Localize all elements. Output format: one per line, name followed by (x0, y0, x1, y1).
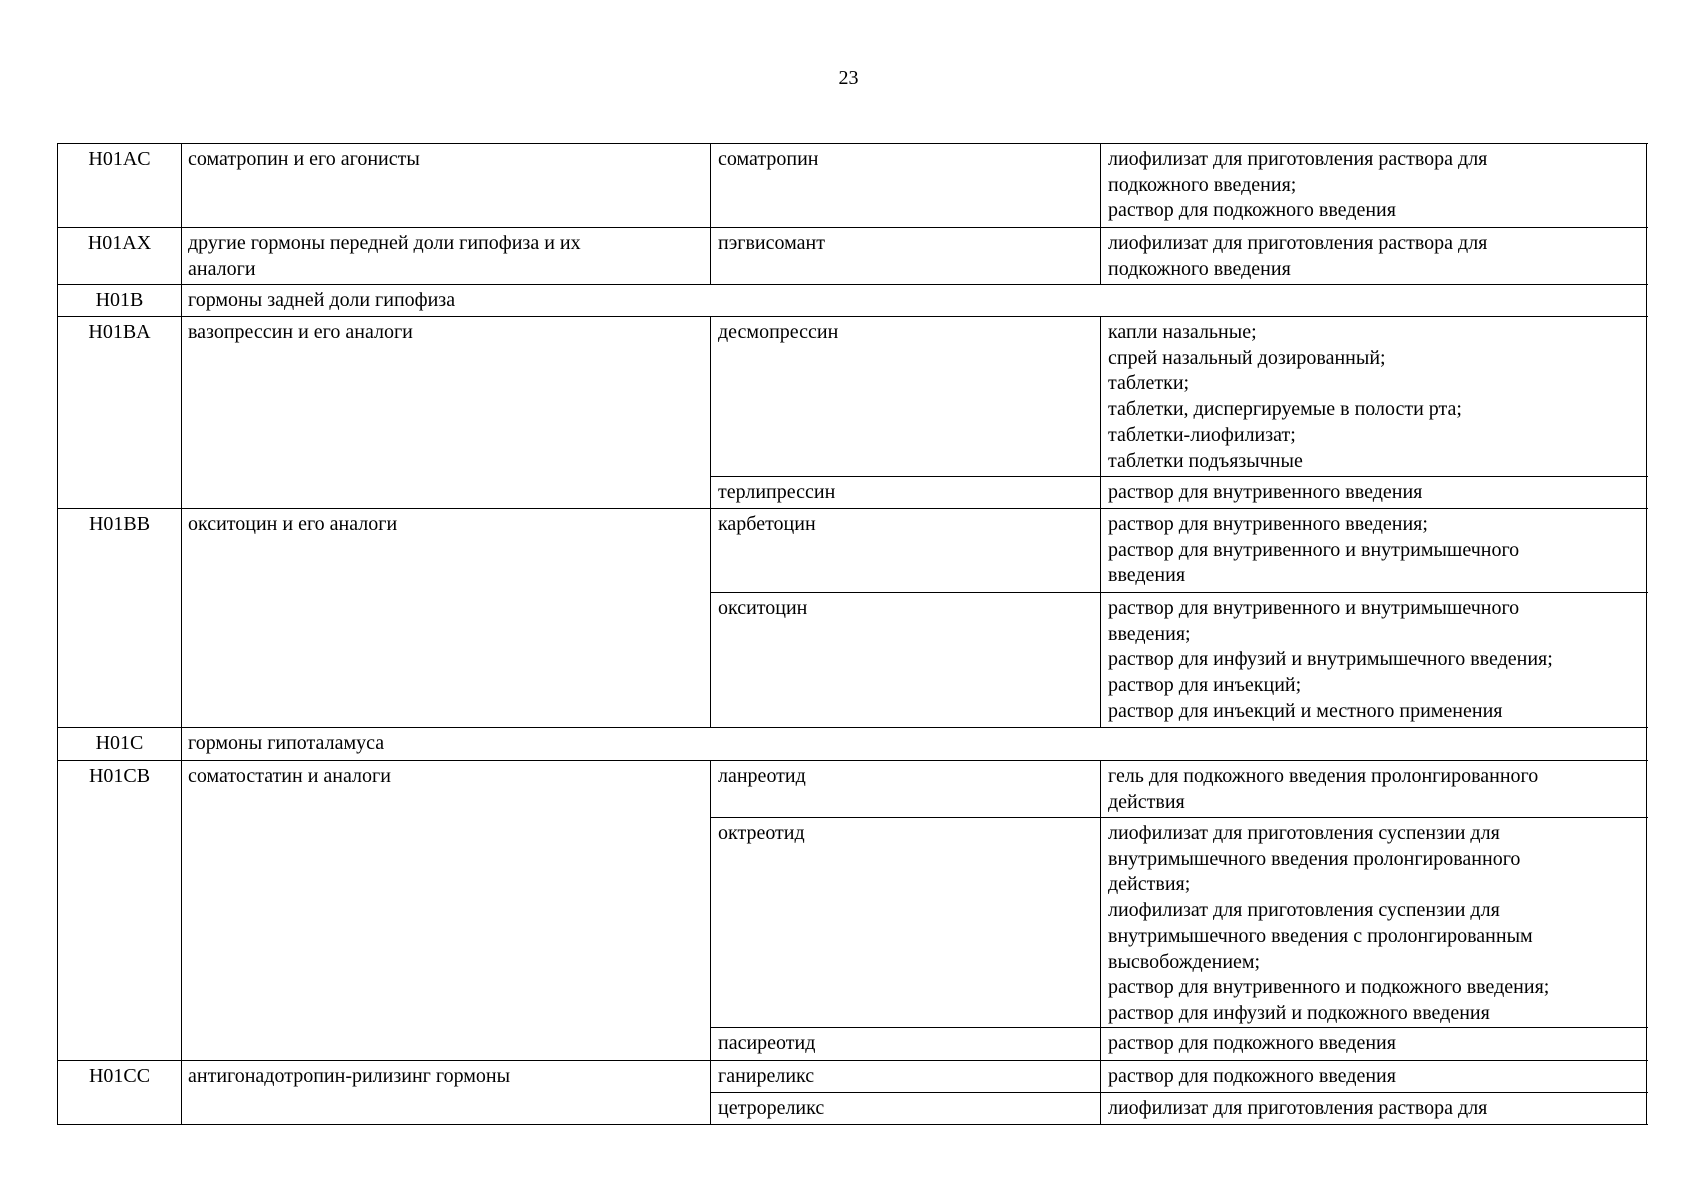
rule (710, 476, 1648, 477)
rule (1646, 143, 1647, 1125)
dosage-forms: раствор для внутривенного введения; раствор для внутривенного и внутримышечного введения (1108, 513, 1520, 587)
atc-code: H01BA (88, 321, 151, 343)
group-name: другие гормоны передней доли гипофиза и их аналоги (188, 232, 581, 280)
rule (57, 727, 1648, 728)
drug-name: октреотид (718, 822, 805, 844)
rule (710, 143, 711, 284)
drug-name: десмопрессин (718, 321, 839, 343)
page-number: 23 (838, 67, 859, 89)
rule (710, 760, 711, 1125)
dosage-forms: раствор для подкожного введения (1108, 1032, 1396, 1054)
drug-name: терлипрессин (718, 481, 836, 503)
group-name: гормоны задней доли гипофиза (188, 289, 456, 311)
drug-name: пэгвисомант (718, 232, 825, 254)
drug-name: карбетоцин (718, 513, 816, 535)
drug-name: ганиреликс (718, 1065, 815, 1087)
drug-name: цетрореликс (718, 1097, 825, 1119)
rule (710, 1027, 1648, 1028)
rule (710, 592, 1648, 593)
rule (1100, 143, 1101, 284)
drug-name: ланреотид (718, 765, 806, 787)
dosage-forms: раствор для подкожного введения (1108, 1065, 1396, 1087)
atc-code: H01B (95, 289, 144, 311)
drug-name: пасиреотид (718, 1032, 816, 1054)
rule (57, 143, 1648, 144)
dosage-forms: лиофилизат для приготовления раствора для (1108, 1097, 1488, 1119)
group-name: гормоны гипоталамуса (188, 732, 385, 754)
drug-name: соматропин (718, 148, 819, 170)
rule (710, 316, 711, 727)
dosage-forms: раствор для внутривенного и внутримышечного введения; раствор для инфузий и внутримышечного введения; раствор для инъекций; раствор для инъекций и местного применения (1108, 597, 1553, 722)
rule (57, 284, 1648, 285)
dosage-forms: гель для подкожного введения пролонгированного действия (1108, 765, 1539, 813)
rule (1100, 760, 1101, 1125)
rule (57, 1124, 1648, 1125)
group-name: вазопрессин и его аналоги (188, 321, 413, 343)
drug-name: окситоцин (718, 597, 808, 619)
rule (57, 760, 1648, 761)
rule (181, 143, 182, 1125)
group-name: соматропин и его агонисты (188, 148, 420, 170)
atc-code: H01CC (88, 1065, 151, 1087)
dosage-forms: капли назальные; спрей назальный дозированный; таблетки; таблетки, диспергируемые в полости рта; таблетки-лиофилизат; таблетки подъязычные (1108, 321, 1462, 472)
rule (710, 1092, 1648, 1093)
rule (1100, 316, 1101, 727)
atc-code: H01AC (88, 148, 151, 170)
rule (57, 316, 1648, 317)
dosage-forms: лиофилизат для приготовления раствора для подкожного введения (1108, 232, 1488, 280)
dosage-forms: раствор для внутривенного введения (1108, 481, 1423, 503)
atc-code: H01BB (88, 513, 151, 535)
group-name: окситоцин и его аналоги (188, 513, 398, 535)
rule (57, 508, 1648, 509)
dosage-forms: лиофилизат для приготовления раствора для подкожного введения; раствор для подкожного введения (1108, 148, 1488, 222)
rule (57, 227, 1648, 228)
atc-code: H01CB (88, 765, 151, 787)
group-name: соматостатин и аналоги (188, 765, 391, 787)
dosage-forms: лиофилизат для приготовления суспензии для внутримышечного введения пролонгированного действия; лиофилизат для приготовления суспензии для внутримышечного введения с пролонгированным высвобождением; раствор для внутривенного и подкожного введения; раствор для инфузий и подкожного введения (1108, 822, 1550, 1024)
atc-code: H01C (95, 732, 144, 754)
rule (57, 1060, 1648, 1061)
atc-code: H01AX (87, 232, 152, 254)
group-name: антигонадотропин-рилизинг гормоны (188, 1065, 511, 1087)
rule (710, 817, 1648, 818)
